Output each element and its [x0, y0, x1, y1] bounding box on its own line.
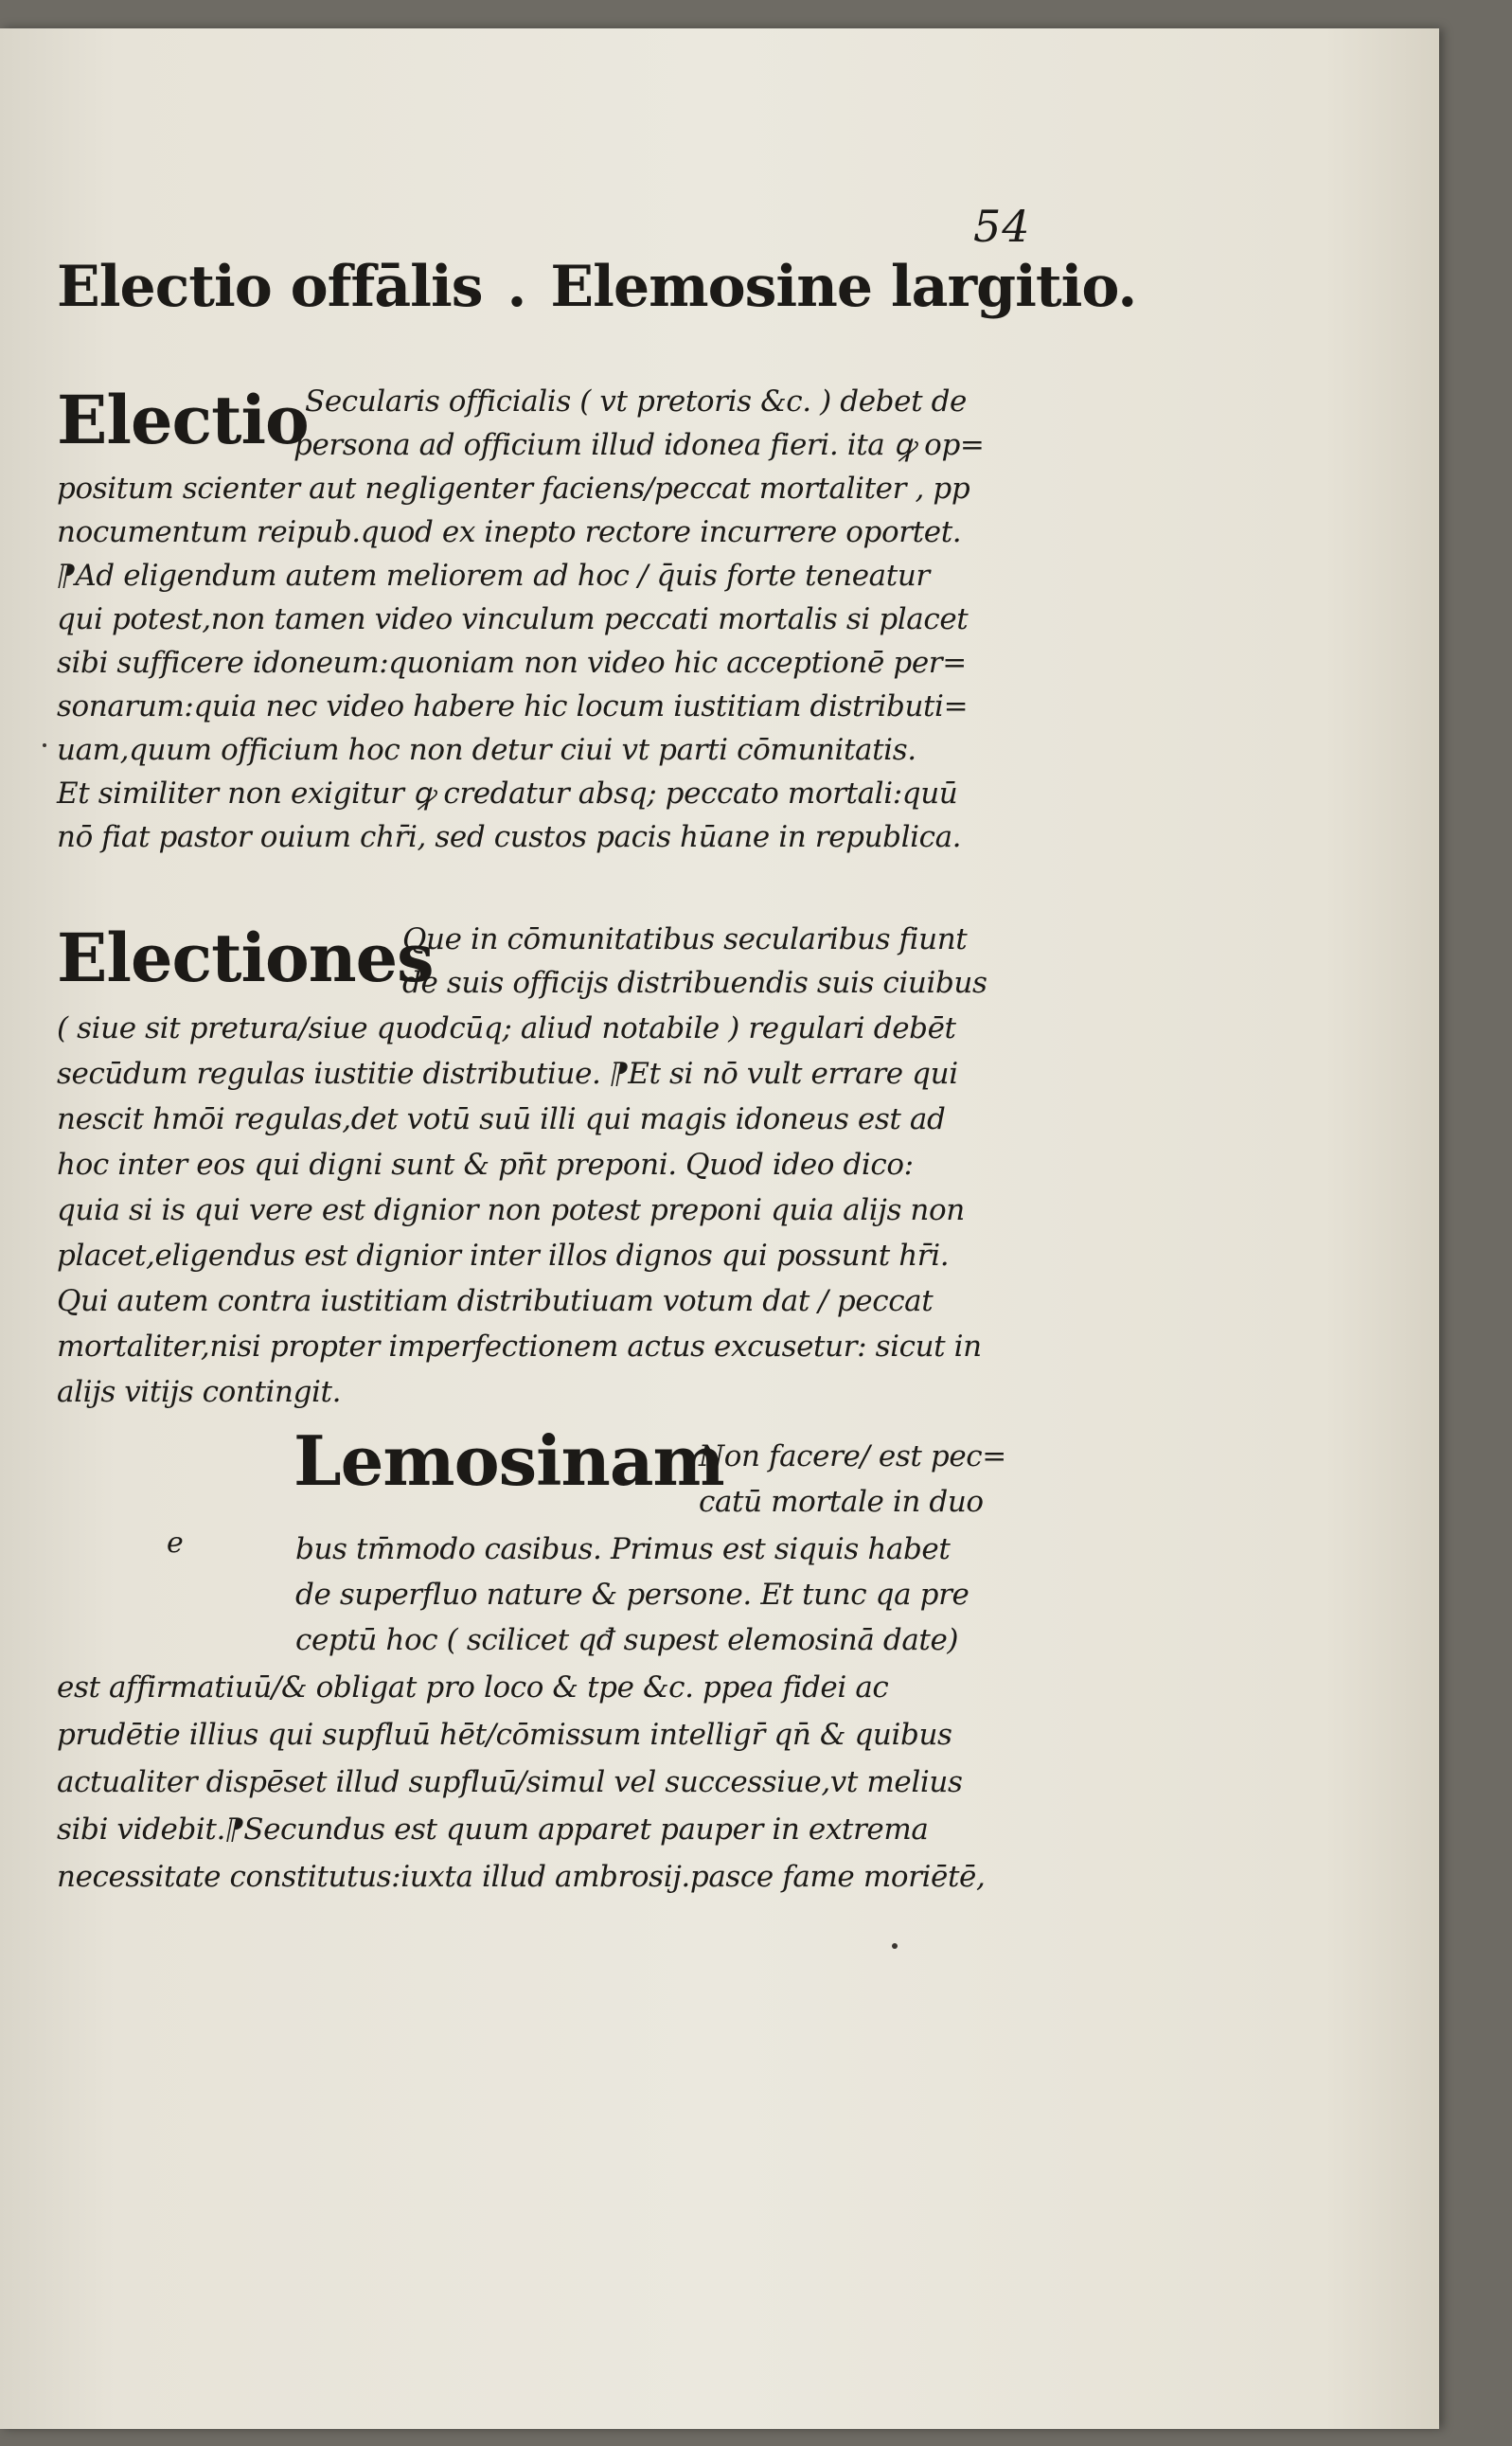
- text-line: hoc inter eos qui digni sunt & pn̄t preponi. Quod ideo dico:: [57, 1148, 914, 1182]
- guide-letter: e: [167, 1527, 184, 1560]
- text-line: secūdum regulas iustitie distributiue. ⁋Et si nō vult errare qui: [57, 1057, 958, 1091]
- text-line: qui potest,non tamen video vinculum peccati mortalis si placet: [57, 602, 969, 636]
- text-line: ( siue sit pretura/siue quodcūq; aliud notabile ) regulari debēt: [57, 1011, 956, 1045]
- text-line: alijs vitijs contingit.: [57, 1375, 342, 1409]
- running-head-separator: .: [507, 254, 526, 320]
- running-head: [57, 254, 1137, 320]
- text-line: prudētie illius qui supfluū hēt/cōmissum intelligr̄ qn̄ & quibus: [57, 1718, 952, 1752]
- ink-fleck: [892, 1943, 898, 1949]
- text-line: Secularis officialis ( vt pretoris &c. ) debet de: [305, 384, 967, 419]
- text-line: actualiter dispēset illud supfluū/simul vel successiue,vt melius: [57, 1765, 963, 1799]
- text-line: ceptū hoc ( scilicet qđ supest elemosinā date): [295, 1623, 959, 1657]
- text-line: positum scienter aut negligenter faciens/peccat mortaliter , pp: [57, 472, 970, 506]
- headword-electiones: Electiones: [57, 919, 434, 997]
- text-line: quia si is qui vere est dignior non potest preponi quia alijs non: [57, 1193, 965, 1227]
- book-page: [0, 28, 1439, 2429]
- text-line: est affirmatiuū/& obligat pro loco & tpe &c. ppea fidei ac: [57, 1670, 889, 1705]
- text-line: persona ad officium illud idonea fieri. ita ꝙ op=: [294, 428, 985, 462]
- text-line: Qui autem contra iustitiam distributiuam votum dat / peccat: [57, 1284, 934, 1318]
- text-line: uam,quum officium hoc non detur ciui vt parti cōmunitatis.: [57, 733, 916, 767]
- text-line: mortaliter,nisi propter imperfectionem actus excusetur: sicut in: [57, 1330, 982, 1364]
- text-line: nescit hmōi regulas,det votū suū illi qui magis idoneus est ad: [57, 1102, 946, 1136]
- text-line: placet,eligendus est dignior inter illos dignos qui possunt hr̄i.: [57, 1239, 950, 1273]
- headword-lemosinam: Lemosinam: [294, 1420, 724, 1501]
- text-line: bus tm̄modo casibus. Primus est siquis habet: [295, 1532, 951, 1566]
- text-line: de suis officijs distribuendis suis ciuibus: [402, 966, 987, 1000]
- text-line: sibi videbit.⁋Secundus est quum apparet pauper in extrema: [57, 1812, 929, 1847]
- text-line: Que in cōmunitatibus secularibus fiunt: [402, 922, 968, 956]
- text-line: nocumentum reipub.quod ex inepto rectore incurrere oportet.: [57, 515, 962, 549]
- headword-electio: Electio: [57, 381, 309, 459]
- text-line: necessitate constitutus:iuxta illud ambrosij.pasce fame moriētē,: [57, 1860, 986, 1894]
- text-line: nō fiat pastor ouium chr̄i, sed custos pacis hūane in republica.: [57, 820, 962, 854]
- text-line: Et similiter non exigitur ꝙ credatur absq; peccato mortali:quū: [57, 777, 958, 811]
- folio-number: 54: [973, 201, 1031, 252]
- ink-fleck: [43, 743, 46, 747]
- text-line: Non facere/ est pec=: [699, 1439, 1006, 1473]
- running-head-left: Electio offālis: [57, 254, 483, 320]
- running-head-right: Elemosine largitio.: [550, 254, 1137, 320]
- text-line: catū mortale in duo: [699, 1485, 984, 1519]
- text-line: sonarum:quia nec video habere hic locum iustitiam distributi=: [57, 689, 969, 723]
- text-line: ⁋Ad eligendum autem meliorem ad hoc / q̄uis forte teneatur: [57, 559, 930, 593]
- text-line: de superfluo nature & persone. Et tunc qa pre: [295, 1578, 969, 1612]
- text-line: sibi sufficere idoneum:quoniam non video hic acceptionē per=: [57, 646, 967, 680]
